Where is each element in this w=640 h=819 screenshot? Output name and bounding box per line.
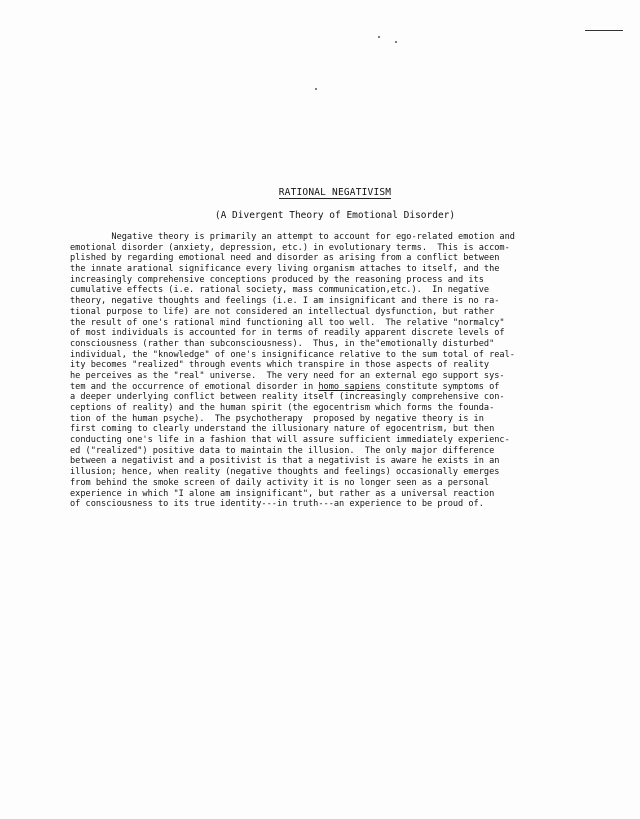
document-subtitle: (A Divergent Theory of Emotional Disorder) bbox=[214, 210, 456, 221]
text-line: ed ("realized") positive data to maintain the illusion. The only major difference bbox=[70, 445, 495, 456]
text-line: of consciousness to its true identity---in truth---an experience to be proud of. bbox=[70, 499, 484, 510]
scan-speck bbox=[315, 88, 317, 90]
text-line: theory, negative thoughts and feelings (i.e. I am insignificant and there is no ra- bbox=[70, 296, 500, 307]
text-line: tional purpose to life) are not considered an intellectual dysfunction, but rather bbox=[70, 306, 495, 317]
document-title bbox=[0, 187, 640, 198]
text-line: individual, the "knowledge" of one's insignificance relative to the sum total of real- bbox=[70, 349, 515, 360]
text-line: increasingly comprehensive conceptions produced by the reasoning process and its bbox=[70, 274, 484, 285]
text-line: he perceives as the "real" universe. The very need for an external ego support sys- bbox=[70, 370, 505, 381]
text-line: experience in which "I alone am insignificant", but rather as a universal reaction bbox=[70, 488, 495, 499]
text-line: tion of the human psyche). The psychotherapy proposed by negative theory is in bbox=[70, 413, 484, 424]
scan-speck bbox=[378, 36, 380, 38]
text-line: from behind the smoke screen of daily activity it is no longer seen as a personal bbox=[70, 477, 490, 488]
body-paragraph bbox=[70, 232, 590, 510]
underlined-term: homo sapiens bbox=[318, 381, 381, 392]
text-line: plished by regarding emotional need and disorder as arising from a conflict between bbox=[70, 253, 500, 264]
text-line-start: tem and the occurrence of emotional disorder in bbox=[70, 381, 319, 392]
text-line: a deeper underlying conflict between reality itself (increasingly comprehensive con- bbox=[70, 392, 505, 403]
text-line: ceptions of reality) and the human spirit (the egocentrism which forms the founda- bbox=[70, 403, 495, 413]
text-line: between a negativist and a positivist is that a negativist is aware he exists in an bbox=[70, 456, 500, 467]
text-line: conducting one's life in a fashion that will assure sufficient immediately experienc- bbox=[70, 435, 510, 446]
text-line: Negative theory is primarily an attempt to account for ego-related emotion and bbox=[70, 232, 515, 242]
text-line: of most individuals is accounted for in terms of readily apparent discrete levels of bbox=[70, 328, 505, 339]
corner-rule bbox=[585, 30, 623, 31]
text-line: the result of one's rational mind functioning all too well. The relative "normalcy" bbox=[70, 317, 505, 328]
text-line: ity becomes "realized" through events which transpire in those aspects of reality bbox=[70, 360, 490, 371]
text-line: consciousness (rather than subconsciousness). Thus, in the"emotionally disturbed" bbox=[70, 338, 495, 349]
text-line-end: constitute symptoms of bbox=[380, 381, 500, 392]
text-line: illusion; hence, when reality (negative thoughts and feelings) occasionally emerges bbox=[70, 467, 500, 478]
text-line bbox=[70, 382, 590, 393]
text-line: first coming to clearly understand the illusionary nature of egocentrism, but then bbox=[70, 424, 495, 435]
document-title-text: RATIONAL NEGATIVISM bbox=[278, 187, 392, 198]
scan-speck bbox=[395, 41, 397, 43]
text-line: cumulative effects (i.e. rational society, mass communication,etc.). In negative bbox=[70, 285, 490, 296]
text-line: the innate arational significance every living organism attaches to itself, and the bbox=[70, 264, 500, 275]
text-line: emotional disorder (anxiety, depression, etc.) in evolutionary terms. This is accom- bbox=[70, 242, 510, 253]
